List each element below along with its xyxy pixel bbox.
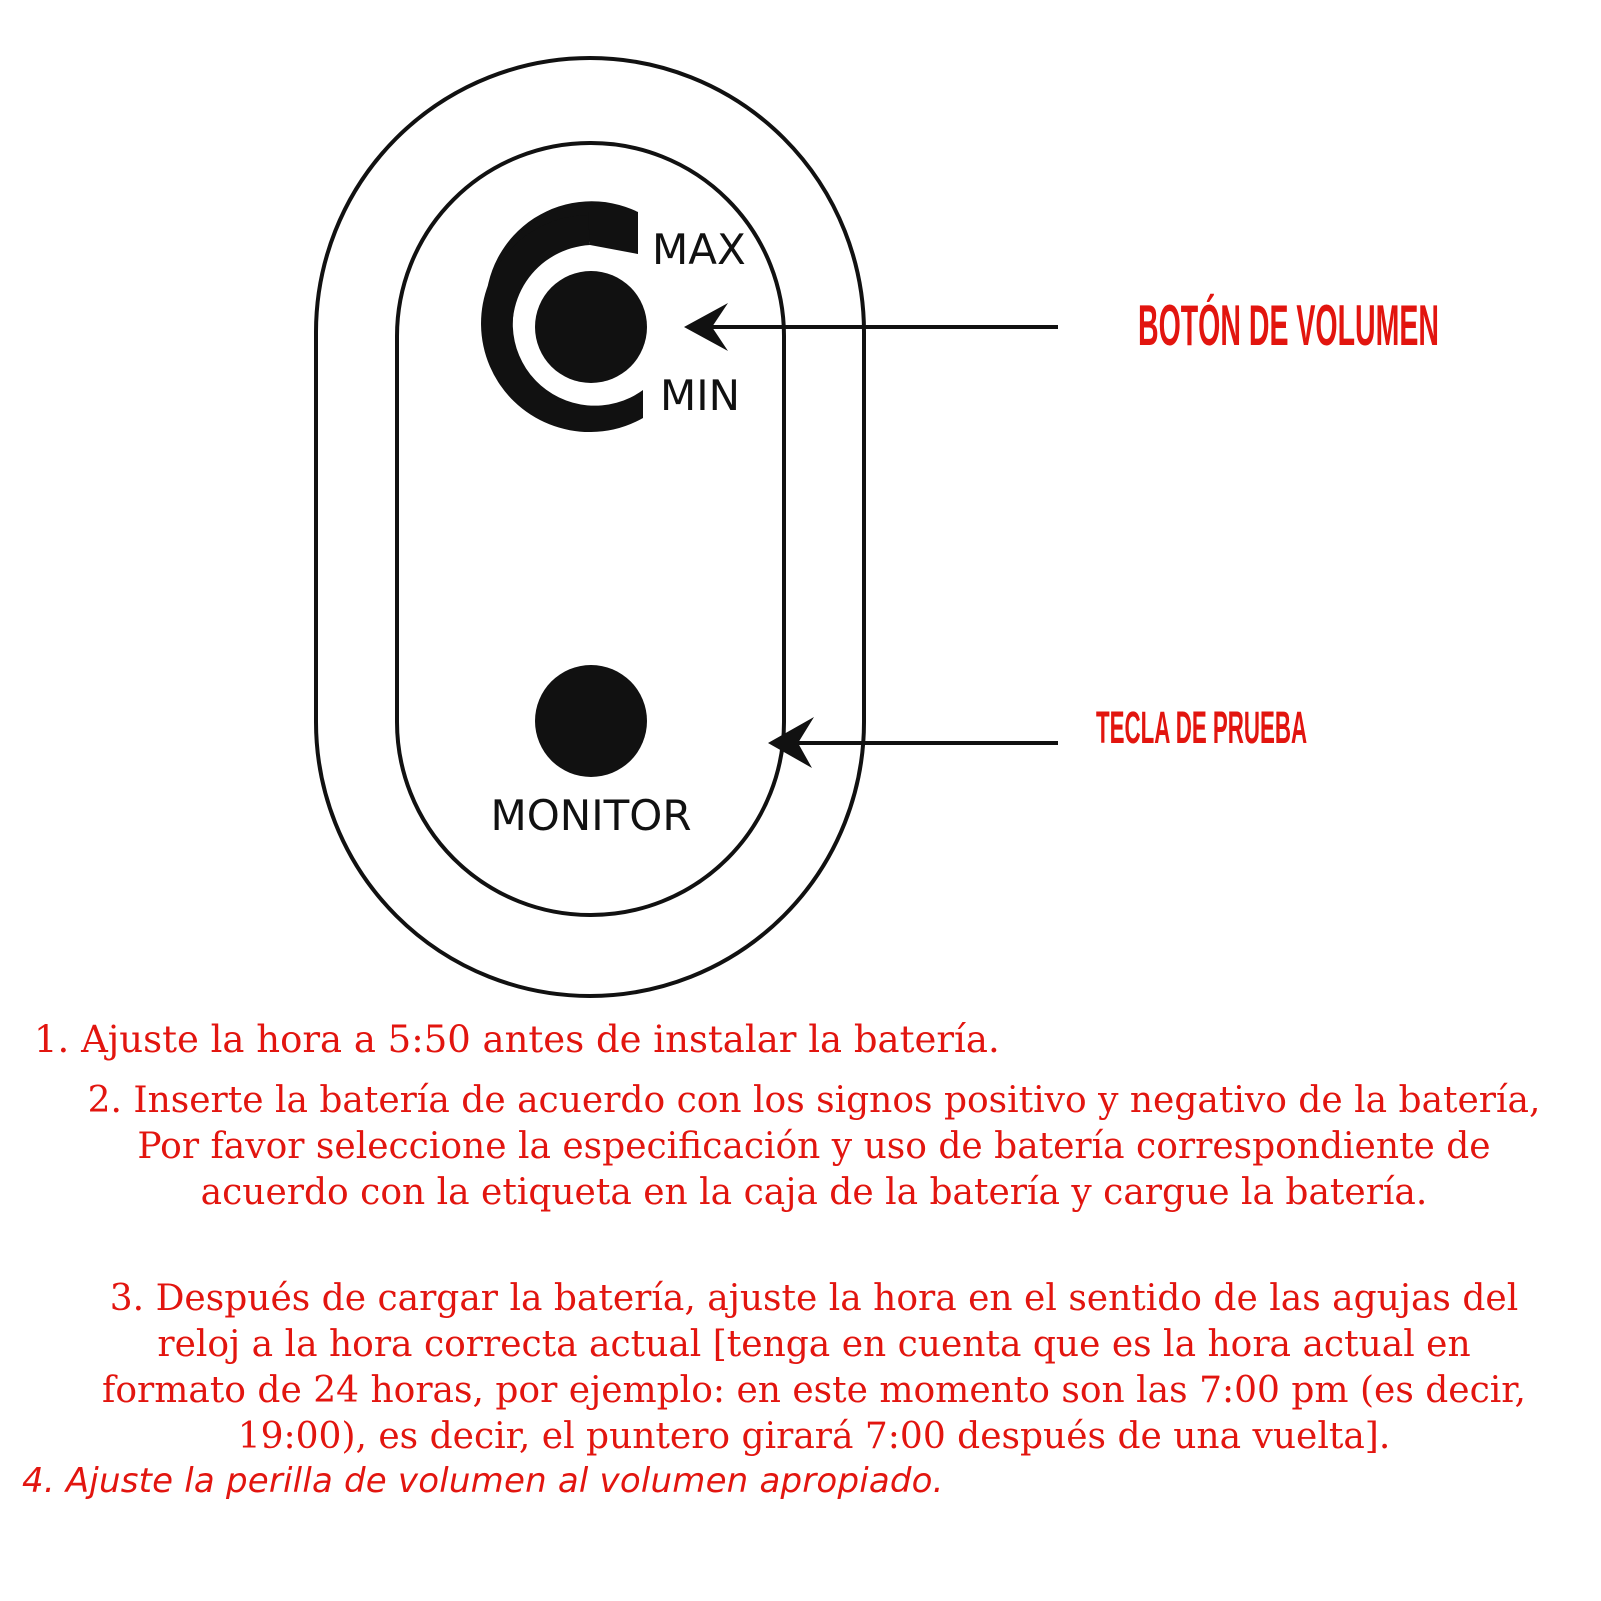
volume-knob-icon[interactable]	[481, 201, 647, 432]
instruction-step-3-line: reloj a la hora correcta actual [tenga en cuenta que es la hora actual en	[157, 1324, 1471, 1365]
volume-knob-dot-icon	[535, 271, 647, 383]
instruction-step-3-line: formato de 24 horas, por ejemplo: en este momento son las 7:00 pm (es decir,	[102, 1370, 1526, 1411]
arrow-left-icon	[768, 717, 1058, 768]
arrow-left-icon	[684, 303, 1058, 351]
instruction-step-2-line: acuerdo con la etiqueta en la caja de la batería y cargue la batería.	[200, 1172, 1428, 1213]
instruction-step-3	[34, 1276, 1594, 1460]
monitor-button-icon[interactable]	[535, 665, 647, 777]
callout-test-key: TECLA DE PRUEBA	[1096, 702, 1308, 754]
instruction-step-2-line: 2. Inserte la batería de acuerdo con los signos positivo y negativo de la batería,	[87, 1080, 1541, 1121]
knob-min-label: MIN	[660, 371, 741, 420]
instruction-step-1: 1. Ajuste la hora a 5:50 antes de instalar la batería.	[34, 1018, 1000, 1061]
instruction-step-3-line: 19:00), es decir, el puntero girará 7:00 después de una vuelta].	[237, 1416, 1391, 1457]
instruction-step-4: 4. Ajuste la perilla de volumen al volumen apropiado.	[22, 1461, 944, 1501]
callout-volume-button: BOTÓN DE VOLUMEN	[1138, 293, 1439, 358]
monitor-label: MONITOR	[490, 791, 692, 840]
knob-max-label: MAX	[652, 225, 746, 274]
instruction-step-2	[34, 1078, 1594, 1216]
instruction-step-3-line: 3. Después de cargar la batería, ajuste la hora en el sentido de las agujas del	[109, 1278, 1519, 1319]
instruction-step-2-line: Por favor seleccione la especificación y uso de batería correspondiente de	[137, 1126, 1491, 1167]
